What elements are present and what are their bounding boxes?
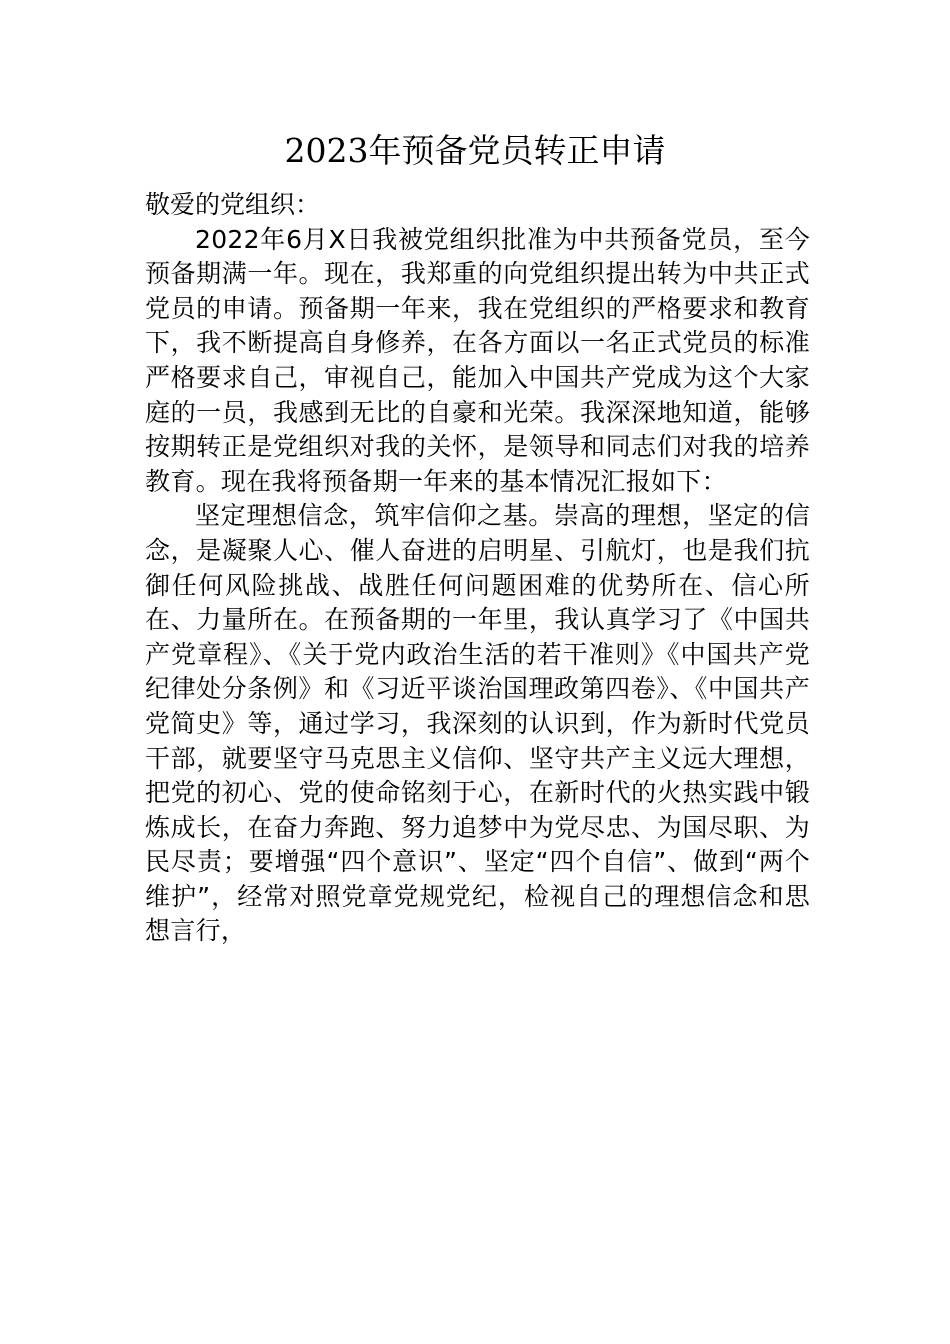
document-title: 2023年预备党员转正申请 [284, 131, 666, 170]
document-body [145, 188, 810, 949]
paragraph-ideals: 坚定理想信念，筑牢信仰之基。崇高的理想，坚定的信念，是凝聚人心、催人奋进的启明星、引航灯，也是我们抗御任何风险挑战、战胜任何问题困难的优势所在、信心所在、力量所在。在预备期的一年里，我认真学习了《中国共产党章程》、《关于党内政治生活的若干准则》《中国共产党纪律处分条例》和《习近平谈治国理政第四卷》、《中国共产党简史》等，通过学习，我深刻的认识到，作为新时代党员干部，就要坚守马克思主义信仰、坚守共产主义远大理想，把党的初心、党的使命铭刻于心，在新时代的火热实践中锻炼成长，在奋力奔跑、努力追梦中为党尽忠、为国尽职、为民尽责；要增强“四个意识”、坚定“四个自信”、做到“两个维护”，经常对照党章党规党纪，检视自己的理想信念和思想言行， [145, 501, 810, 946]
paragraph-intro: 2022年6月X日我被党组织批准为中共预备党员，至今预备期满一年。现在，我郑重的向党组织提出转为中共正式党员的申请。预备期一年来，我在党组织的严格要求和教育下，我不断提高自身修养，在各方面以一名正式党员的标准严格要求自己，审视自己，能加入中国共产党成为这个大家庭的一员，我感到无比的自豪和光荣。我深深地知道，能够按期转正是党组织对我的关怀，是领导和同志们对我的培养教育。现在我将预备期一年来的基本情况汇报如下： [145, 224, 810, 496]
salutation: 敬爱的党组织： [145, 190, 321, 219]
